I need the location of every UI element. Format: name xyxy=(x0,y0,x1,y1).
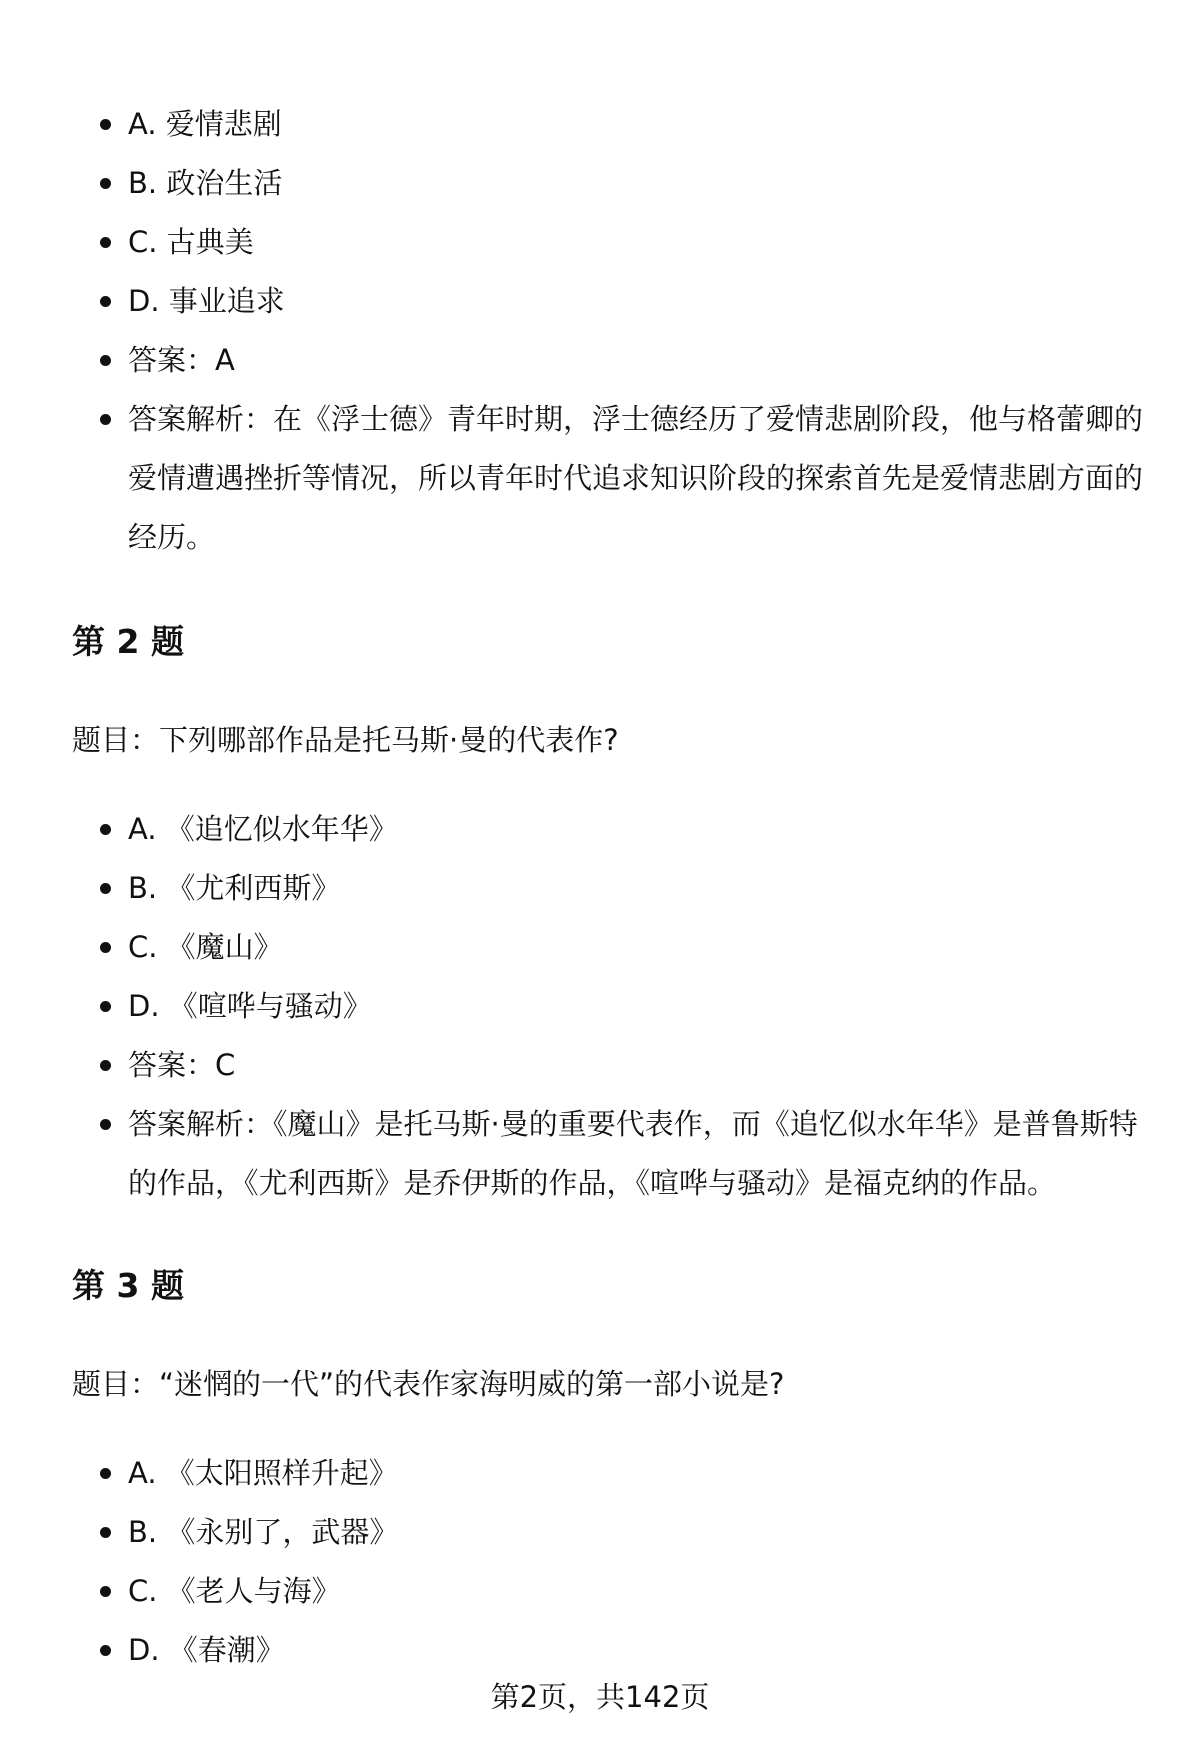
bullet-icon xyxy=(100,1001,111,1012)
bullet-icon xyxy=(100,1645,111,1656)
bullet-icon xyxy=(100,824,111,835)
bullet-icon xyxy=(100,296,111,307)
bullet-icon xyxy=(100,1586,111,1597)
q2-option-c: C. 《魔山》 xyxy=(100,918,1150,977)
q2-option-b: B. 《尤利西斯》 xyxy=(100,859,1150,918)
bullet-icon xyxy=(100,1468,111,1479)
bullet-icon xyxy=(100,1060,111,1071)
bullet-icon xyxy=(100,119,111,130)
q2-title: 第 2 题 xyxy=(72,622,184,661)
bullet-icon xyxy=(100,355,111,366)
q1-answer: 答案：A xyxy=(100,331,1150,390)
q3-stem: 题目：“迷惘的一代”的代表作家海明威的第一部小说是? xyxy=(72,1367,785,1401)
bullet-icon xyxy=(100,414,111,425)
q1-option-c: C. 古典美 xyxy=(100,213,1150,272)
bullet-icon xyxy=(100,178,111,189)
q1-option-b: B. 政治生活 xyxy=(100,154,1150,213)
q3-title: 第 3 题 xyxy=(72,1266,184,1305)
q3-option-d: D. 《春潮》 xyxy=(100,1621,1150,1680)
bullet-icon xyxy=(100,942,111,953)
bullet-icon xyxy=(100,1527,111,1538)
q2-stem: 题目：下列哪部作品是托马斯·曼的代表作? xyxy=(72,723,619,757)
q1-explanation: 答案解析：在《浮士德》青年时期，浮士德经历了爱情悲剧阶段，他与格蕾卿的爱情遭遇挫折等情况，所以青年时代追求知识阶段的探索首先是爱情悲剧方面的经历。 xyxy=(100,390,1150,567)
q3-option-c: C. 《老人与海》 xyxy=(100,1562,1150,1621)
q3-option-list xyxy=(100,1444,1150,1680)
q3-option-b: B. 《永别了，武器》 xyxy=(100,1503,1150,1562)
q2-option-a: A. 《追忆似水年华》 xyxy=(100,800,1150,859)
q1-option-d: D. 事业追求 xyxy=(100,272,1150,331)
q3-option-a: A. 《太阳照样升起》 xyxy=(100,1444,1150,1503)
q2-option-list xyxy=(100,800,1150,1213)
q1-option-list xyxy=(100,95,1150,567)
page-number-footer: 第2页，共142页 xyxy=(490,1680,710,1714)
bullet-icon xyxy=(100,237,111,248)
bullet-icon xyxy=(100,1119,111,1130)
q2-option-d: D. 《喧哗与骚动》 xyxy=(100,977,1150,1036)
bullet-icon xyxy=(100,883,111,894)
q2-explanation: 答案解析：《魔山》是托马斯·曼的重要代表作，而《追忆似水年华》是普鲁斯特的作品，《尤利西斯》是乔伊斯的作品，《喧哗与骚动》是福克纳的作品。 xyxy=(100,1095,1150,1213)
q2-answer: 答案：C xyxy=(100,1036,1150,1095)
q1-option-a: A. 爱情悲剧 xyxy=(100,95,1150,154)
